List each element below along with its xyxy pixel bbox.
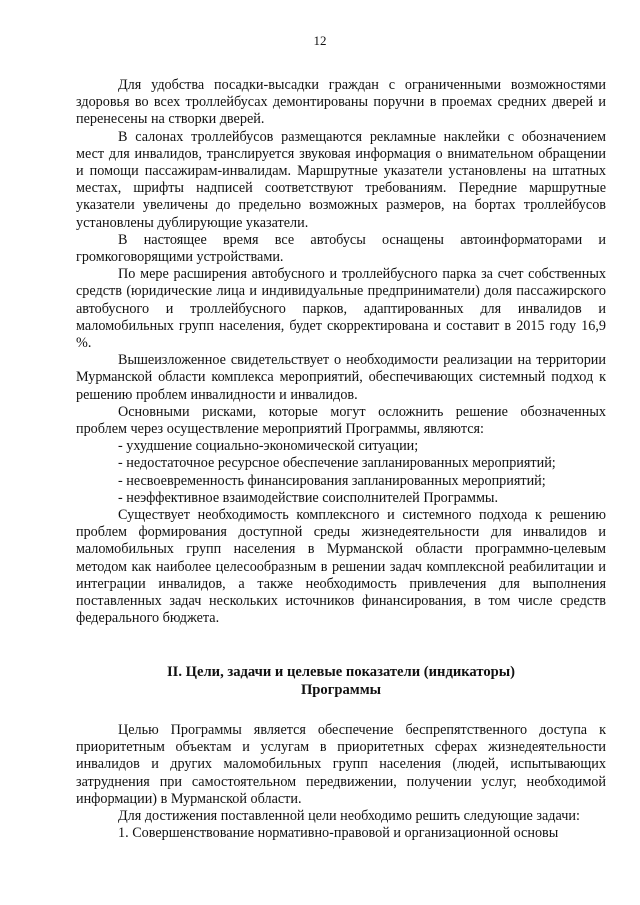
risk-list-item: - ухудшение социально-экономической ситуации;	[118, 438, 419, 455]
paragraph-program-goal: Целью Программы является обеспечение беспрепятственного доступа к приоритетным объектам и услугам в приоритетных сферах жизнедеятельности инвалидов и других маломобильных групп населения (людей, испытывающих затруднения при самостоятельном передвижении, получении услуг, необходимой информации) в Мурманской области.	[76, 722, 606, 807]
paragraph-bus-informers: В настоящее время все автобусы оснащены автоинформаторами и громкоговорящими устройствами.	[76, 231, 606, 266]
section-heading-line-1: II. Цели, задачи и целевые показатели (индикаторы)	[166, 664, 515, 680]
paragraph-systemic-approach: Существует необходимость комплексного и системного подхода к решению проблем формирования доступной среды жизнедеятельности для инвалидов и маломобильных групп населения в Мурманской области программно-целевым методом как наиболее целесообразным в решении задач комплексной реабилитации и интеграции инвалидов, а также необходимость привлечения для выполнения поставленных задач нескольких источников финансирования, в том числе средств федерального бюджета.	[76, 507, 606, 627]
paragraph-need-for-measures: Вышеизложенное свидетельствует о необходимости реализации на территории Мурманской области комплекса мероприятий, обеспечивающих системный подход к решению проблем инвалидности и инвалидов.	[76, 352, 606, 403]
paragraph-task-1: 1. Совершенствование нормативно-правовой и организационной основы	[118, 825, 559, 842]
risk-list-item: - неэффективное взаимодействие соисполнителей Программы.	[118, 489, 498, 506]
page-number: 12	[313, 33, 327, 48]
section-heading-line-2: Программы	[300, 682, 382, 698]
paragraph-trolleybus-signage: В салонах троллейбусов размещаются рекламные наклейки с обозначением мест для инвалидов, транслируется звуковая информация о внимательном обращении и помощи пассажирам-инвалидам. Маршрутные указатели установлены на штатных местах, шрифты надписей соответствуют требованиям. Передние маршрутные указатели увеличены до предельно возможных размеров, на бортах троллейбусов установлены дублирующие указатели.	[76, 128, 606, 231]
body-text-top	[76, 77, 606, 628]
paragraph-fleet-share: По мере расширения автобусного и троллейбусного парка за счет собственных средств (юридические лица и индивидуальные предприниматели) доля пассажирского автобусного и троллейбусного парков, адаптированных для инвалидов и маломобильных групп населения, будет скорректирована и составит в 2015 году 16,9 %.	[76, 266, 606, 352]
paragraph-main-risks: Основными рисками, которые могут осложнить решение обозначенных проблем через осуществление мероприятий Программы, являются:	[76, 403, 606, 438]
body-text-bottom	[76, 722, 606, 842]
paragraph-tasks-intro: Для достижения поставленной цели необходимо решить следующие задачи:	[118, 808, 580, 825]
section-heading	[76, 663, 606, 699]
risk-list-item: - несвоевременность финансирования запланированных мероприятий;	[118, 472, 546, 489]
risk-list-item: - недостаточное ресурсное обеспечение запланированных мероприятий;	[118, 455, 556, 472]
paragraph-door-handrails: Для удобства посадки-высадки граждан с ограниченными возможностями здоровья во всех троллейбусах демонтированы поручни в проемах средних дверей и перенесены на створки дверей.	[76, 77, 606, 128]
